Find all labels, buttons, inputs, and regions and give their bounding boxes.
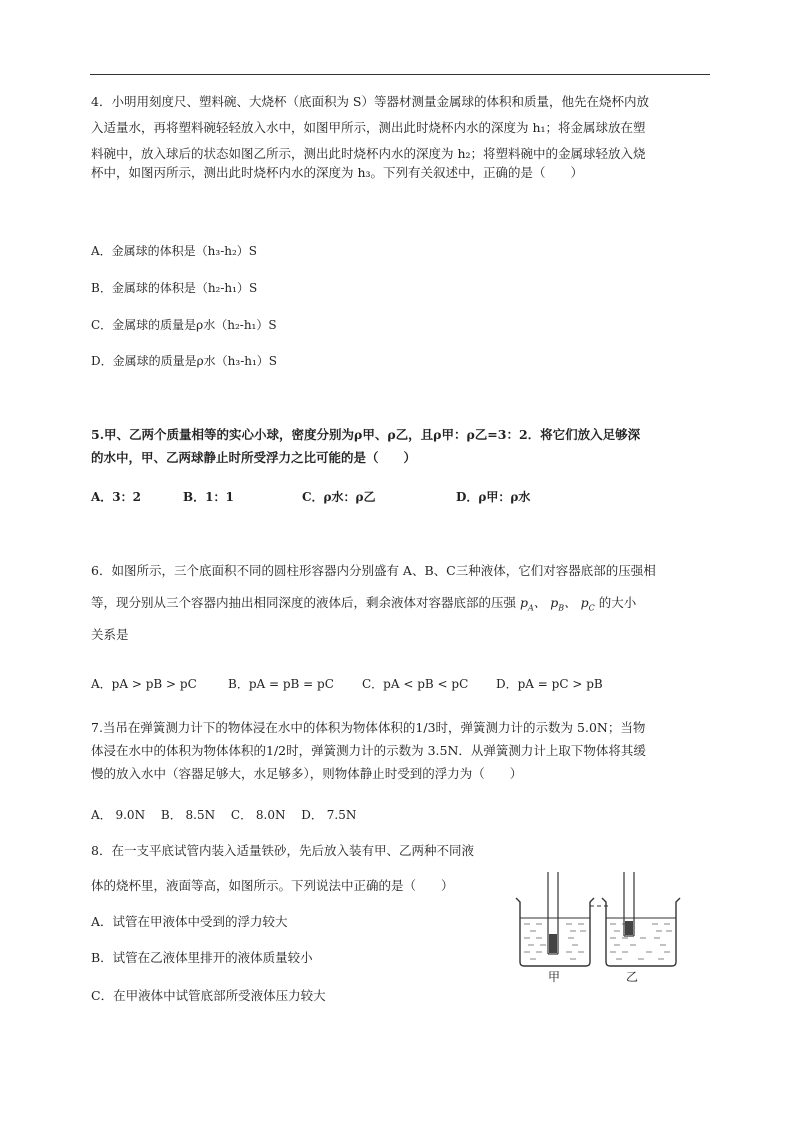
q7-line: 体浸在水中的体积为物体体积的1/2时，弹簧测力计的示数为 3.5N．从弹簧测力计上取下物体将其缓	[91, 743, 646, 758]
q7-options: A． 9.0N B． 8.5N C． 8.0N D． 7.5N	[91, 808, 357, 822]
q5-option-a: A．3：2	[91, 490, 142, 504]
q5-option-c: C．ρ水：ρ乙	[302, 490, 376, 504]
q4-option-a: A．金属球的体积是（h₃-h₂）S	[91, 244, 258, 258]
q8-option-b: B．试管在乙液体里排开的液体质量较小	[91, 950, 313, 965]
q4-option-b: B．金属球的体积是（h₂-h₁）S	[91, 281, 258, 295]
q4-line: 杯中，如图丙所示，测出此时烧杯内水的深度为 h₃。下列有关叙述中，正确的是（ ）	[91, 165, 584, 180]
q5-option-b: B．1：1	[183, 490, 234, 504]
q6-line: 关系是	[91, 627, 129, 642]
q5-line: 的水中，甲、乙两球静止时所受浮力之比可能的是（ ）	[91, 450, 417, 465]
q8-option-c: C．在甲液体中试管底部所受液体压力较大	[91, 988, 326, 1003]
q6-line2-text: 等，现分别从三个容器内抽出相同深度的液体后，剩余液体对容器底部的压强	[91, 595, 517, 610]
q4-line: 4．小明用刻度尺、塑料碗、大烧杯（底面积为 S）等器材测量金属球的体积和质量，他先在烧杯内放	[91, 94, 649, 109]
q6-line2-tail: 的大小	[598, 595, 637, 610]
q5-line: 5.甲、乙两个质量相等的实心小球，密度分别为ρ甲、ρ乙，且ρ甲：ρ乙=3：2．将它们放入足够深	[91, 427, 641, 442]
q6-option-c: C．pA < pB < pC	[362, 677, 469, 691]
q4-line: 入适量水，再将塑料碗轻轻放入水中，如图甲所示，测出此时烧杯内水的深度为 h₁；将金属球放在塑	[91, 120, 646, 135]
q4-option-c: C．金属球的质量是ρ水（h₂-h₁）S	[91, 318, 277, 332]
q6-line: 6．如图所示，三个底面积不同的圆柱形容器内分别盛有 A、B、C三种液体，它们对容器底部的压强相	[91, 563, 656, 578]
q8-line: 体的烧杯里，液面等高，如图所示。下列说法中正确的是（ ）	[91, 878, 454, 893]
beakers-figure	[510, 870, 690, 985]
q8-option-a: A．试管在甲液体中受到的浮力较大	[91, 914, 288, 929]
q6-pressure-symbols: $p_A$、 $p_B$、 $p_C$	[520, 595, 595, 613]
q6-option-b: B．pA = pB = pC	[228, 677, 334, 691]
beaker-yi	[602, 872, 680, 966]
figure-label-jia: 甲	[548, 970, 561, 984]
q6-option-a: A．pA > pB > pC	[91, 677, 197, 691]
q6-line	[91, 590, 636, 622]
q4-line: 料碗中，放入球后的状态如图乙所示，测出此时烧杯内水的深度为 h₂；将塑料碗中的金属球轻放入烧	[91, 146, 646, 161]
q7-line: 慢的放入水中（容器足够大，水足够多），则物体静止时受到的浮力为（ ）	[91, 766, 523, 781]
q7-line: 7.当吊在弹簧测力计下的物体浸在水中的体积为物体体积的1/3时，弹簧测力计的示数为 5.0N；当物	[91, 720, 646, 735]
beaker-jia	[516, 872, 594, 966]
q5-option-d: D．ρ甲：ρ水	[456, 490, 531, 504]
q6-option-d: D．pA = pC > pB	[496, 677, 603, 691]
figure-label-yi: 乙	[626, 970, 639, 984]
q4-option-d: D．金属球的质量是ρ水（h₃-h₁）S	[91, 354, 278, 368]
q8-line: 8．在一支平底试管内装入适量铁砂，先后放入装有甲、乙两种不同液	[91, 843, 474, 858]
header-rule	[90, 74, 710, 75]
